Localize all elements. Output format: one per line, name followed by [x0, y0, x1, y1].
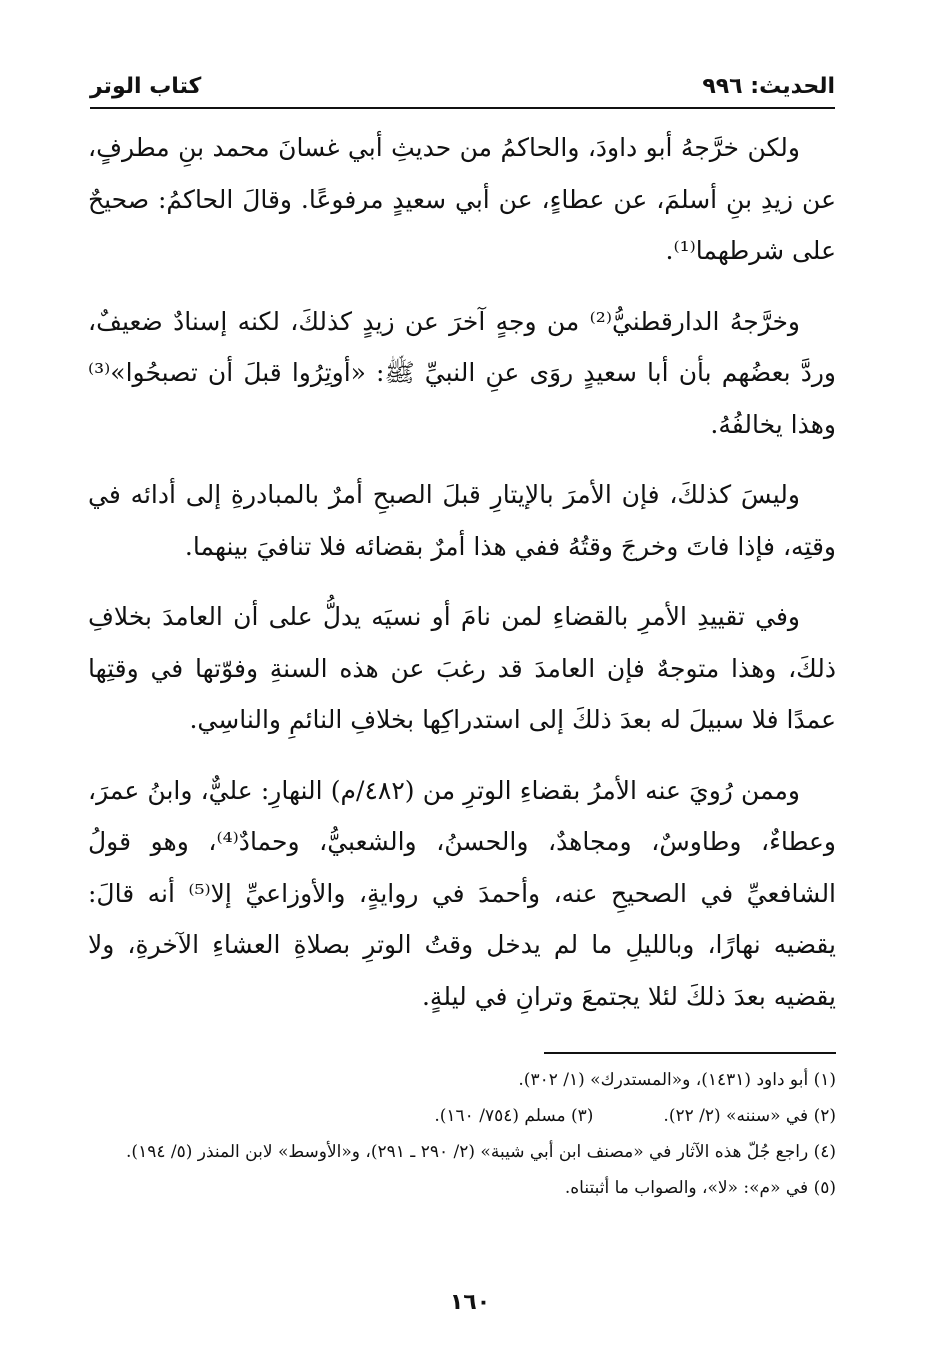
- paragraph: وممن رُويَ عنه الأمرُ بقضاءِ الوترِ من (٤٨٢/م) النهارِ: عليٌّ، وابنُ عمرَ، وعطاءٌ، وطاوسٌ، ومجاهدٌ، والحسنُ، والشعبيُّ، وحمادٌ⁽⁴⁾، وهو قولُ الشافعيِّ في الصحيحِ عنه، وأحمدَ في روايةٍ، والأوزاعيِّ إلا⁽⁵⁾ أنه قالَ: يقضيه نهارًا، وبالليلِ ما لم يدخل وقتُ الوترِ بصلاةِ العشاءِ الآخرةِ، ولا يقضيه بعدَ ذلكَ لئلا يجتمعَ وترانِ في ليلةٍ.: [88, 775, 837, 1011]
- running-header: [90, 66, 835, 106]
- paragraph: وخرَّجهُ الدارقطنيُّ⁽²⁾ من وجهٍ آخرَ عن زيدٍ كذلكَ، لكنه إسنادٌ ضعيفٌ، وردَّ بعضُهم بأن أبا سعيدٍ روَى عنِ النبيِّ ﷺ: «أوتِرُوا قبلَ أن تصبحُوا»⁽³⁾ وهذا يخالفُهُ.: [88, 306, 836, 439]
- paragraph: وليسَ كذلكَ، فإن الأمرَ بالإيتارِ قبلَ الصبحِ أمرٌ بالمبادرةِ إلى أدائه في وقتِه، فإذا فاتَ وخرجَ وقتُهُ ففي هذا أمرٌ بقضائه فلا تنافيَ بينهما.: [88, 480, 836, 561]
- hadith-number-label: الحديث: ٩٩٦: [702, 73, 835, 99]
- paragraph: وفي تقييدِ الأمرِ بالقضاءِ لمن نامَ أو نسيَه يدلُّ على أن العامدَ بخلافِ ذلكَ، وهذا متوجهٌ فإن العامدَ قد رغبَ عن هذه السنةِ وفوّتها في وقتِها عمدًا فلا سبيلَ له بعدَ ذلكَ إلى استدراكِها بخلافِ النائمِ والناسِي.: [88, 602, 836, 734]
- footnote-row: [88, 1098, 836, 1134]
- footnote-2: (٢) في «سننه» (٢/ ٢٢).: [663, 1106, 836, 1126]
- footnote-1: (١) أبو داود (١٤٣١)، و«المستدرك» (١/ ٣٠٢).: [518, 1070, 836, 1090]
- footnote-5: (٥) في «م»: «لا»، والصواب ما أثبتناه.: [564, 1178, 836, 1198]
- header-divider: [90, 107, 835, 109]
- footnotes: [88, 1062, 836, 1206]
- paragraph: ولكن خرَّجهُ أبو داودَ، والحاكمُ من حديثِ أبي غسانَ محمد بنِ مطرفٍ، عن زيدِ بنِ أسلمَ، عن عطاءٍ، عن أبي سعيدٍ مرفوعًا. وقالَ الحاكمُ: صحيحٌ على شرطهما⁽¹⁾.: [88, 133, 836, 265]
- footnote-4: (٤) راجع جُلّ هذه الآثار في «مصنف ابن أبي شيبة» (٢/ ٢٩٠ ـ ٢٩١)، و«الأوسط» لابن المنذر (٥/ ١٩٤).: [126, 1142, 836, 1162]
- main-text: [88, 122, 836, 1041]
- footnote-divider: [544, 1052, 836, 1054]
- page-number: ١٦٠: [449, 1290, 491, 1315]
- footnote-3: (٣) مسلم (٧٥٤/ ١٦٠).: [434, 1106, 594, 1126]
- book-title: كتاب الوتر: [90, 73, 202, 99]
